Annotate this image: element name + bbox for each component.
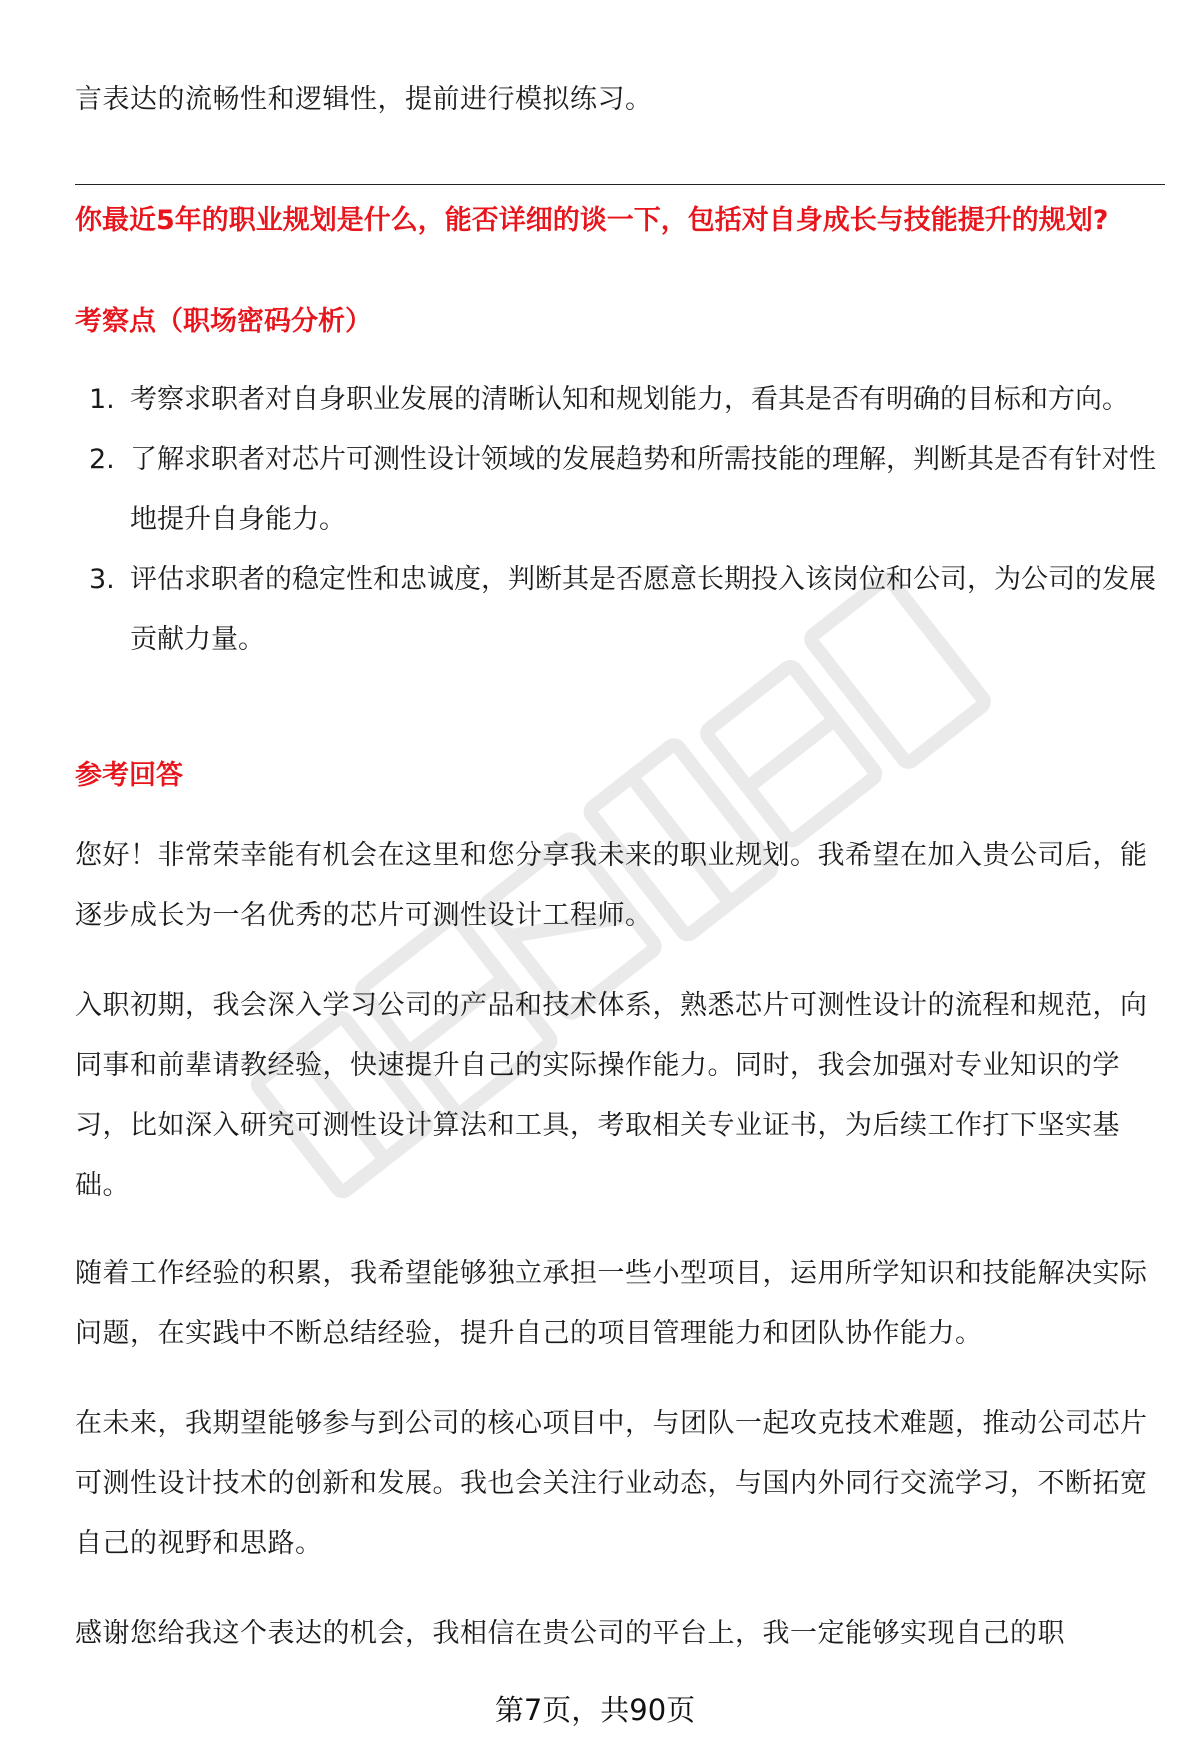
- answer-paragraph: 在未来，我期望能够参与到公司的核心项目中，与团队一起攻克技术难题，推动公司芯片可测性设计技术的创新和发展。我也会关注行业动态，与国内外同行交流学习，不断拓宽自己的视野和思路。: [75, 1408, 1148, 1559]
- answer-heading: 参考回答: [75, 760, 183, 791]
- list-item: [75, 370, 1160, 430]
- intro-tail-paragraph: 言表达的流畅性和逻辑性，提前进行模拟练习。: [75, 84, 653, 115]
- list-item: [75, 430, 1160, 550]
- assessment-points-list: [75, 370, 1160, 670]
- page-number-footer: 第7页，共90页: [494, 1693, 696, 1727]
- list-item: [75, 550, 1160, 670]
- list-item-text: 考察求职者对自身职业发展的清晰认知和规划能力，看其是否有明确的目标和方向。: [130, 384, 1129, 415]
- list-item-text: 评估求职者的稳定性和忠诚度，判断其是否愿意长期投入该岗位和公司，为公司的发展贡献力量。: [130, 564, 1156, 655]
- list-item-number: 1.: [89, 384, 115, 415]
- points-heading: 考察点（职场密码分析）: [75, 306, 372, 337]
- list-item-text: 了解求职者对芯片可测性设计领域的发展趋势和所需技能的理解，判断其是否有针对性地提升自身能力。: [130, 444, 1156, 535]
- list-item-number: 2.: [89, 444, 115, 475]
- answer-paragraph: 随着工作经验的积累，我希望能够独立承担一些小型项目，运用所学知识和技能解决实际问题，在实践中不断总结经验，提升自己的项目管理能力和团队协作能力。: [75, 1258, 1148, 1349]
- section-divider: [75, 184, 1165, 185]
- answer-paragraph: 感谢您给我这个表达的机会，我相信在贵公司的平台上，我一定能够实现自己的职: [75, 1618, 1065, 1649]
- interview-question: 你最近5年的职业规划是什么，能否详细的谈一下，包括对自身成长与技能提升的规划?: [75, 205, 1109, 236]
- answer-paragraph: 入职初期，我会深入学习公司的产品和技术体系，熟悉芯片可测性设计的流程和规范，向同事和前辈请教经验，快速提升自己的实际操作能力。同时，我会加强对专业知识的学习，比如深入研究可测性设计算法和工具，考取相关专业证书，为后续工作打下坚实基础。: [75, 990, 1148, 1201]
- answer-paragraph: 您好！非常荣幸能有机会在这里和您分享我未来的职业规划。我希望在加入贵公司后，能逐步成长为一名优秀的芯片可测性设计工程师。: [75, 840, 1148, 931]
- list-item-number: 3.: [89, 564, 115, 595]
